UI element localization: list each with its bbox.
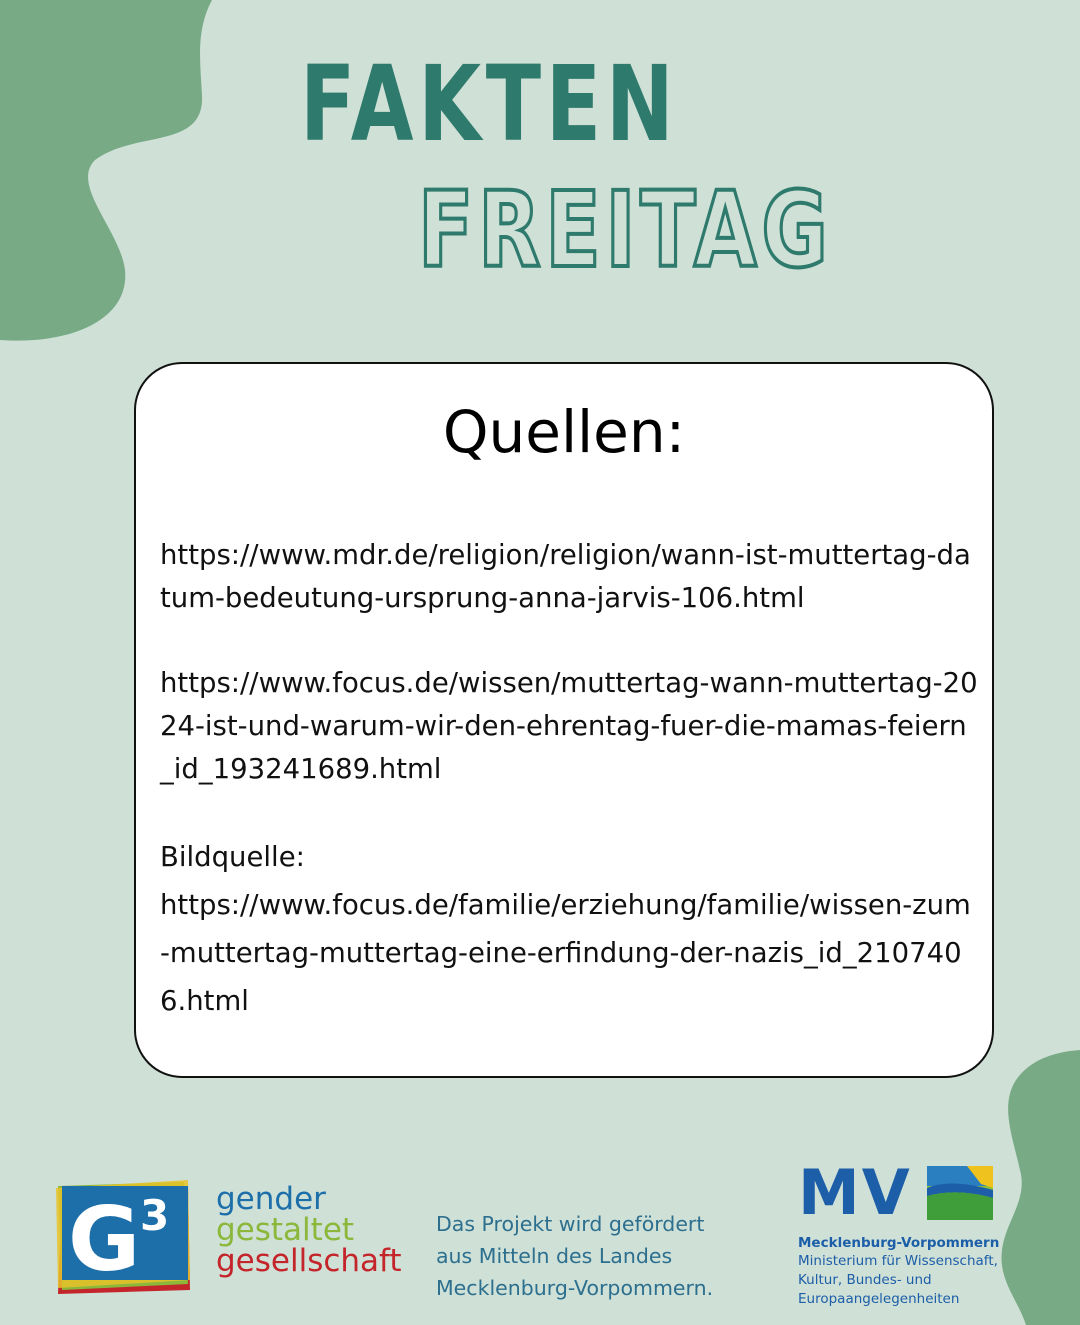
- mv-ministry-line: Ministerium für Wissenschaft,: [798, 1253, 998, 1269]
- funding-note: [436, 1208, 713, 1304]
- sources-card: [134, 362, 994, 1078]
- decorative-blob-top-left: [0, 0, 215, 345]
- mv-ministry-line: Kultur, Bundes- und: [798, 1272, 932, 1288]
- g3-logo: [54, 1178, 194, 1296]
- image-source-label: Bildquelle:: [160, 841, 305, 873]
- funding-line: Das Projekt wird gefördert: [436, 1212, 705, 1236]
- wordmark-gender: gender: [216, 1181, 326, 1217]
- mv-ministry: [798, 1252, 1038, 1309]
- mv-logo: [798, 1156, 1038, 1309]
- source-link-mdr[interactable]: https://www.mdr.de/religion/religion/wann-ist-muttertag-datum-bedeutung-ursprung-anna-jarvis-106.html: [160, 539, 971, 614]
- funding-line: aus Mitteln des Landes: [436, 1244, 673, 1268]
- image-source-link[interactable]: https://www.focus.de/familie/erziehung/familie/wissen-zum-muttertag-muttertag-eine-erfindung-der-nazis_id_2107406.html: [160, 889, 971, 1017]
- mv-state-name: Mecklenburg-Vorpommern: [798, 1235, 1000, 1251]
- funding-line: Mecklenburg-Vorpommern.: [436, 1276, 714, 1300]
- mv-letters: MV: [798, 1156, 912, 1229]
- mv-landscape-icon: [927, 1166, 993, 1220]
- wordmark-gesellschaft: gesellschaft: [216, 1243, 402, 1279]
- sources-heading: Quellen:: [442, 398, 686, 466]
- title-fakten: FAKTEN: [300, 43, 679, 165]
- mv-ministry-line: Europaangelegenheiten: [798, 1291, 960, 1307]
- g3-letter: G: [68, 1188, 141, 1291]
- wordmark-gestaltet: gestaltet: [216, 1212, 355, 1248]
- g3-superscript: 3: [140, 1191, 170, 1240]
- sources-list: [160, 534, 978, 1025]
- image-source: [160, 833, 978, 1025]
- title-freitag: FREITAG: [418, 169, 833, 291]
- g3-wordmark: [216, 1181, 402, 1279]
- source-link-focus-muttertag-2024[interactable]: https://www.focus.de/wissen/muttertag-wann-muttertag-2024-ist-und-warum-wir-den-ehrentag-fuer-die-mamas-feiern_id_193241689.html: [160, 667, 978, 785]
